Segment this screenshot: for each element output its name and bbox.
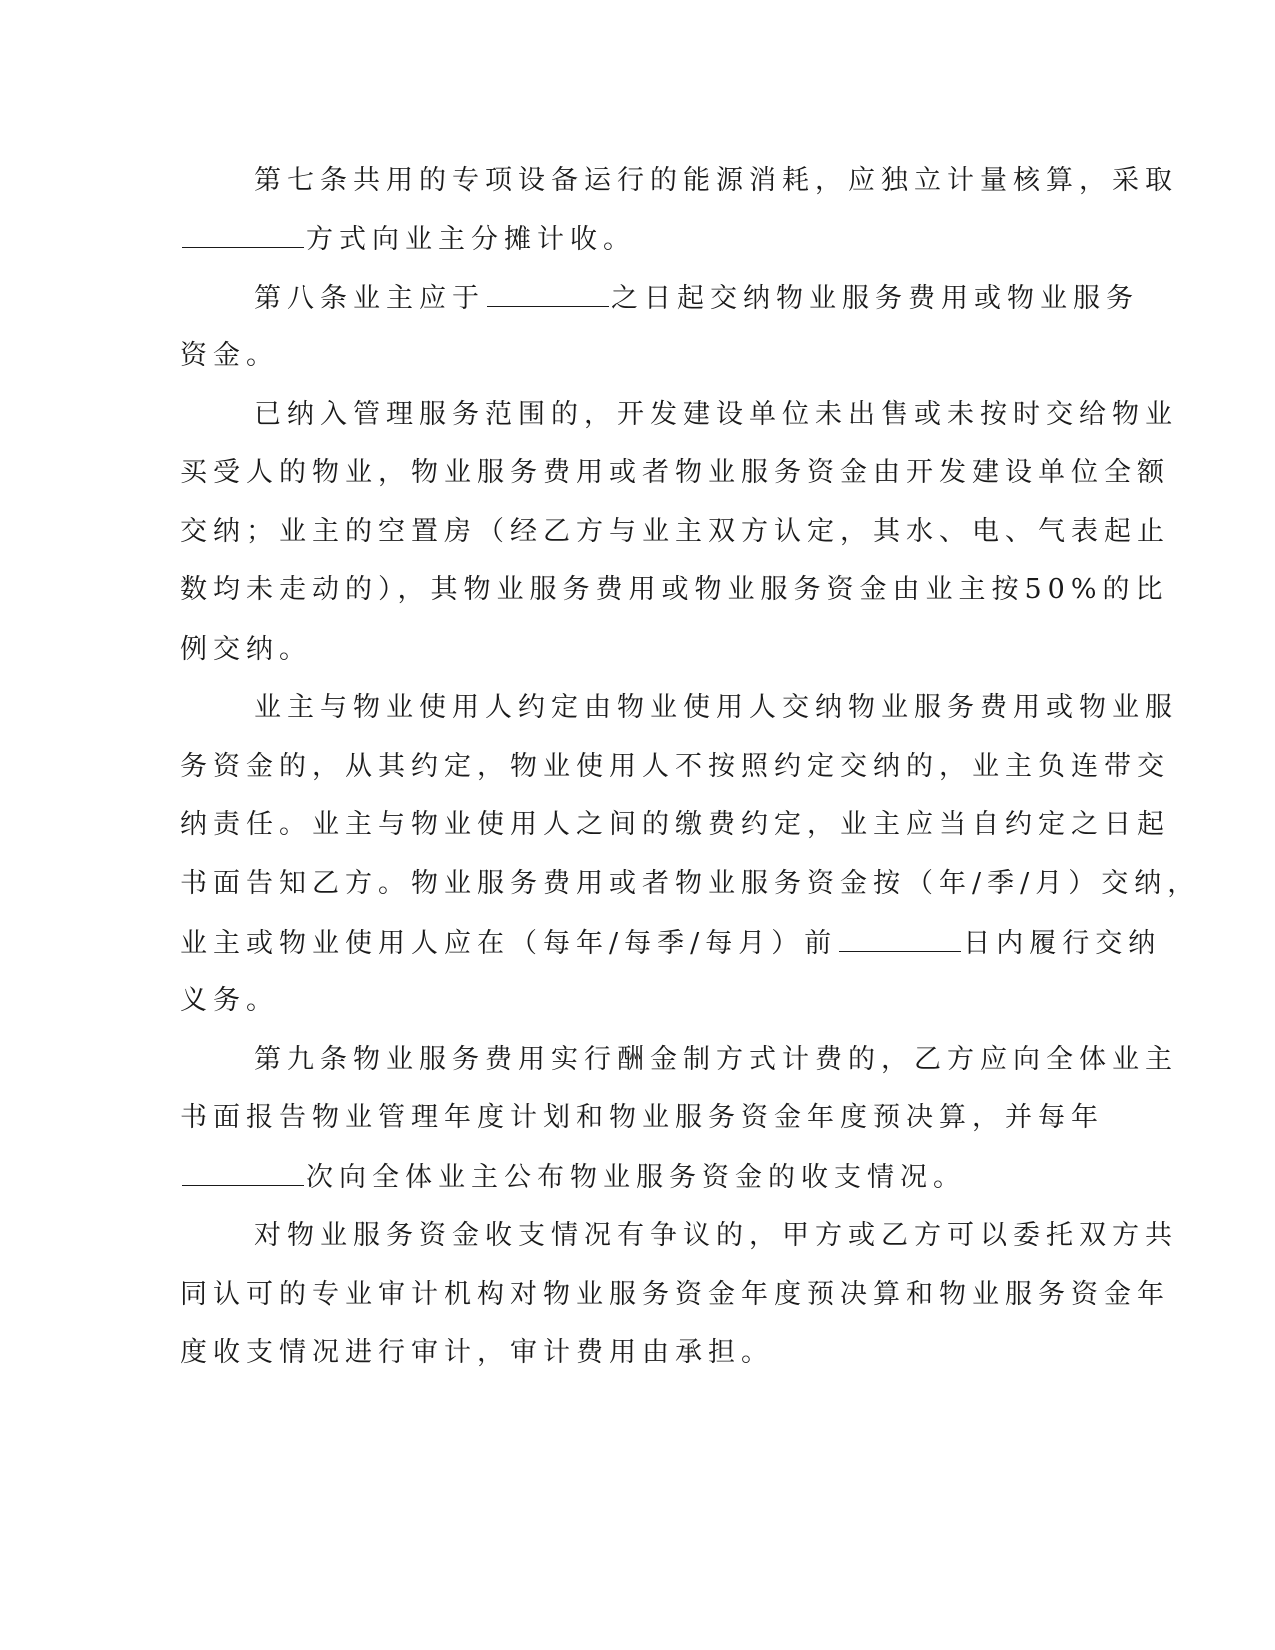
unsold-line-3 [180, 512, 1170, 552]
unsold-text-3: 交纳；业主的空置房（经乙方与业主双方认定，其水、电、气表起止 [180, 516, 1170, 547]
unsold-text-1: 已纳入管理服务范围的，开发建设单位未出售或未按时交给物业 [254, 399, 1178, 430]
art8-line-1 [254, 278, 1139, 318]
audit-text-1: 对物业服务资金收支情况有争议的，甲方或乙方可以委托双方共 [254, 1220, 1178, 1251]
art8-text-1b: 之日起交纳物业服务费用或物业服务 [611, 283, 1139, 314]
art9-line-3 [180, 1157, 966, 1197]
unsold-line-2 [180, 453, 1170, 493]
unsold-text-4: 数均未走动的），其物业服务费用或物业服务资金由业主按50%的比 [180, 574, 1169, 605]
user-text-6: 义务。 [180, 985, 279, 1016]
art8-line-2 [180, 336, 279, 376]
unsold-text-5: 例交纳。 [180, 634, 312, 665]
unsold-line-1 [254, 395, 1178, 435]
user-text-5b: 日内履行交纳 [963, 928, 1162, 959]
user-text-3: 纳责任。业主与物业使用人之间的缴费约定，业主应当自约定之日起 [180, 809, 1170, 840]
user-line-3 [180, 805, 1170, 845]
user-line-1 [254, 688, 1178, 728]
art9-line-1 [254, 1040, 1178, 1080]
fill-in-blank [182, 1157, 304, 1186]
unsold-text-2: 买受人的物业，物业服务费用或者物业服务资金由开发建设单位全额 [180, 457, 1170, 488]
art9-line-2 [180, 1098, 1104, 1138]
user-line-2 [180, 747, 1170, 787]
audit-text-2: 同认可的专业审计机构对物业服务资金年度预决算和物业服务资金年 [180, 1279, 1170, 1310]
art9-text-2: 书面报告物业管理年度计划和物业服务资金年度预决算，并每年 [180, 1102, 1104, 1133]
art8-text-1a: 第八条业主应于 [254, 283, 485, 314]
user-text-1: 业主与物业使用人约定由物业使用人交纳物业服务费用或物业服 [254, 692, 1178, 723]
art9-text-1: 第九条物业服务费用实行酬金制方式计费的，乙方应向全体业主 [254, 1044, 1178, 1075]
fill-in-blank [182, 219, 304, 248]
audit-line-2 [180, 1275, 1170, 1315]
audit-line-1 [254, 1216, 1178, 1256]
art7-text-1: 第七条共用的专项设备运行的能源消耗，应独立计量核算，采取 [254, 165, 1178, 196]
user-line-6 [180, 981, 279, 1021]
user-text-5a: 业主或物业使用人应在（每年/每季/每月）前 [180, 928, 838, 959]
user-text-2: 务资金的，从其约定，物业使用人不按照约定交纳的，业主负连带交 [180, 751, 1170, 782]
unsold-line-4 [180, 570, 1169, 610]
user-line-4 [180, 864, 1200, 904]
unsold-line-5 [180, 630, 312, 670]
art7-text-2: 方式向业主分摊计收。 [306, 224, 636, 255]
user-line-5 [180, 923, 1161, 963]
art7-line-2 [180, 219, 636, 259]
art7-line-1 [254, 161, 1178, 201]
art9-text-3: 次向全体业主公布物业服务资金的收支情况。 [306, 1162, 966, 1193]
audit-text-3: 度收支情况进行审计，审计费用由承担。 [180, 1337, 774, 1368]
fill-in-blank [487, 278, 609, 307]
audit-line-3 [180, 1333, 774, 1373]
user-text-4: 书面告知乙方。物业服务费用或者物业服务资金按（年/季/月）交纳， [180, 868, 1201, 899]
fill-in-blank [839, 923, 961, 952]
art8-text-2: 资金。 [180, 340, 279, 371]
